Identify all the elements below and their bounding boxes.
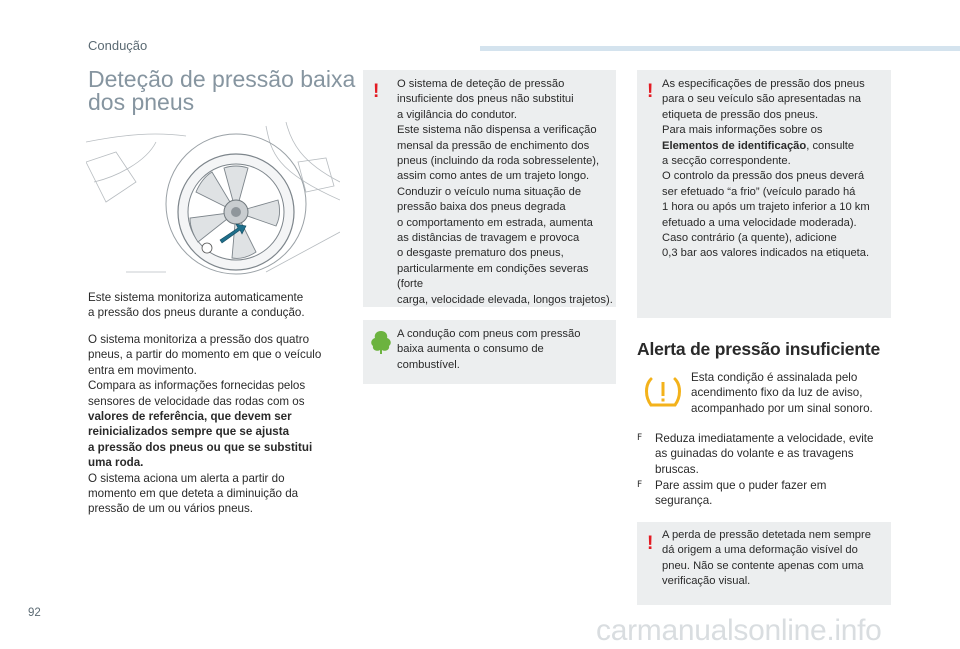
alert-subheading: Alerta de pressão insuficiente: [637, 339, 880, 359]
warning-note-text: [397, 77, 615, 308]
text-line: etiqueta de pressão dos pneus.: [662, 108, 819, 121]
text-line: efetuado a uma velocidade moderada).: [662, 216, 857, 229]
text-line: Conduzir o veículo numa situação de: [397, 185, 582, 198]
text-line: segurança.: [655, 494, 713, 508]
text-line: Caso contrário (a quente), adicione: [662, 232, 837, 245]
text-line: A perda de pressão detetada nem sempre: [662, 529, 871, 541]
text-line: particularmente em condições severas (forte: [397, 262, 589, 291]
text-line: Este sistema monitoriza automaticamente: [88, 291, 304, 304]
text-line: Compara as informações fornecidas pelos: [88, 379, 306, 393]
text-line: ser efetuado “a frio” (veículo parado há: [662, 185, 856, 198]
text-line: 1 hora ou após um trajeto inferior a 10 km: [662, 201, 870, 214]
watermark: carmanualsonline.info: [596, 614, 882, 647]
warning-exclamation-icon: !: [647, 533, 654, 554]
page-title-line: Deteção de pressão baixa: [88, 66, 356, 92]
text-line: entra em movimento.: [88, 363, 197, 377]
visual-check-note-box: [637, 522, 891, 605]
list-item: [637, 478, 897, 509]
text-line: baixa aumenta o consumo de: [397, 343, 544, 356]
text-line: assim como antes de um trajeto longo.: [397, 170, 590, 183]
text-line: O sistema aciona um alerta a partir do: [88, 471, 285, 485]
warning-note-box: [363, 70, 616, 307]
tyre-spec-note-text: [662, 77, 890, 262]
text-line: Pare assim que o puder fazer em: [655, 479, 827, 492]
text-line: A condução com pneus com pressão: [397, 328, 581, 340]
bold-text-line: reinicializados sempre que se ajusta: [88, 425, 290, 439]
text-line: para o seu veículo são apresentadas na: [662, 93, 862, 106]
text-line: As especificações de pressão dos pneus: [662, 78, 865, 90]
bold-text-line: valores de referência, que devem ser: [88, 410, 292, 424]
text-line: a secção correspondente.: [662, 155, 791, 168]
warning-exclamation-icon: !: [373, 81, 380, 102]
text-line: Esta condição é assinalada pelo: [691, 371, 858, 384]
text-line: 0,3 bar aos valores indicados na etiqueta.: [662, 247, 870, 260]
cross-reference-link: Elementos de identificação: [662, 139, 807, 152]
text-line: pneus, a partir do momento em que o veículo: [88, 348, 322, 362]
text-line: as guinadas do volante e as travagens: [655, 447, 854, 461]
text-line: sensores de velocidade das rodas com os: [88, 394, 305, 408]
monitoring-paragraph: [88, 332, 338, 517]
text-line: acompanhado por um sinal sonoro.: [691, 401, 873, 415]
intro-paragraph: [88, 290, 338, 321]
text-line: insuficiente dos pneus não substitui: [397, 93, 574, 106]
text-line: pneus (incluindo da roda sobresselente),: [397, 155, 600, 168]
eco-tree-icon: [370, 329, 392, 355]
page-title: [88, 68, 358, 114]
text-line: o comportamento em estrada, aumenta: [397, 216, 593, 229]
bold-text-line: a pressão dos pneus ou que se substitui: [88, 440, 313, 454]
text-line: a pressão dos pneus durante a condução.: [88, 306, 305, 320]
text-line: Reduza imediatamente a velocidade, evite: [655, 432, 874, 445]
text-line: acendimento fixo da luz de aviso,: [691, 386, 863, 400]
text-line: a vigilância do condutor.: [397, 108, 518, 121]
text-line: momento em que deteta a diminuição da: [88, 487, 299, 501]
text-line: dá origem a uma deformação visível do: [662, 544, 858, 557]
text-line: bruscas.: [655, 462, 699, 476]
text-line: Elementos de identificação, consulte: [662, 139, 855, 152]
wheel-illustration: [86, 122, 340, 282]
header-accent-bar: [480, 46, 960, 51]
text-line: O controlo da pressão dos pneus deverá: [662, 170, 865, 183]
text-line: O sistema de deteção de pressão: [397, 78, 565, 90]
visual-check-note-text: [662, 528, 890, 590]
tyre-pressure-warning-icon: [643, 375, 683, 411]
text-line: as distâncias de travagem e provoca: [397, 232, 580, 245]
text-line: carga, velocidade elevada, longos trajetos).: [397, 293, 613, 306]
bold-text-line: uma roda.: [88, 456, 144, 470]
text-line: o desgaste prematuro dos pneus,: [397, 247, 564, 260]
text-line: verificação visual.: [662, 575, 751, 588]
text-line: O sistema monitoriza a pressão dos quatro: [88, 333, 310, 346]
tyre-spec-note-box: [637, 70, 891, 318]
text-line: pneu. Não se contente apenas com uma: [662, 559, 864, 572]
warning-exclamation-icon: !: [647, 81, 654, 102]
text-line: mensal da pressão de enchimento dos: [397, 139, 590, 152]
eco-note-text: [397, 327, 615, 373]
text-line: Este sistema não dispensa a verificação: [397, 124, 597, 137]
bullet-icon: F: [637, 433, 643, 443]
page-number: 92: [28, 607, 41, 619]
bullet-icon: F: [637, 480, 643, 490]
eco-note-box: [363, 320, 616, 384]
page-title-line: dos pneus: [88, 89, 195, 115]
text-line: pressão baixa dos pneus degrada: [397, 201, 566, 214]
text-line: Para mais informações sobre os: [662, 124, 823, 137]
text-line: pressão de um ou vários pneus.: [88, 502, 253, 516]
section-label: Condução: [88, 38, 148, 53]
alert-description: [691, 370, 901, 416]
text-line: combustível.: [397, 358, 460, 371]
list-item: [637, 431, 897, 477]
